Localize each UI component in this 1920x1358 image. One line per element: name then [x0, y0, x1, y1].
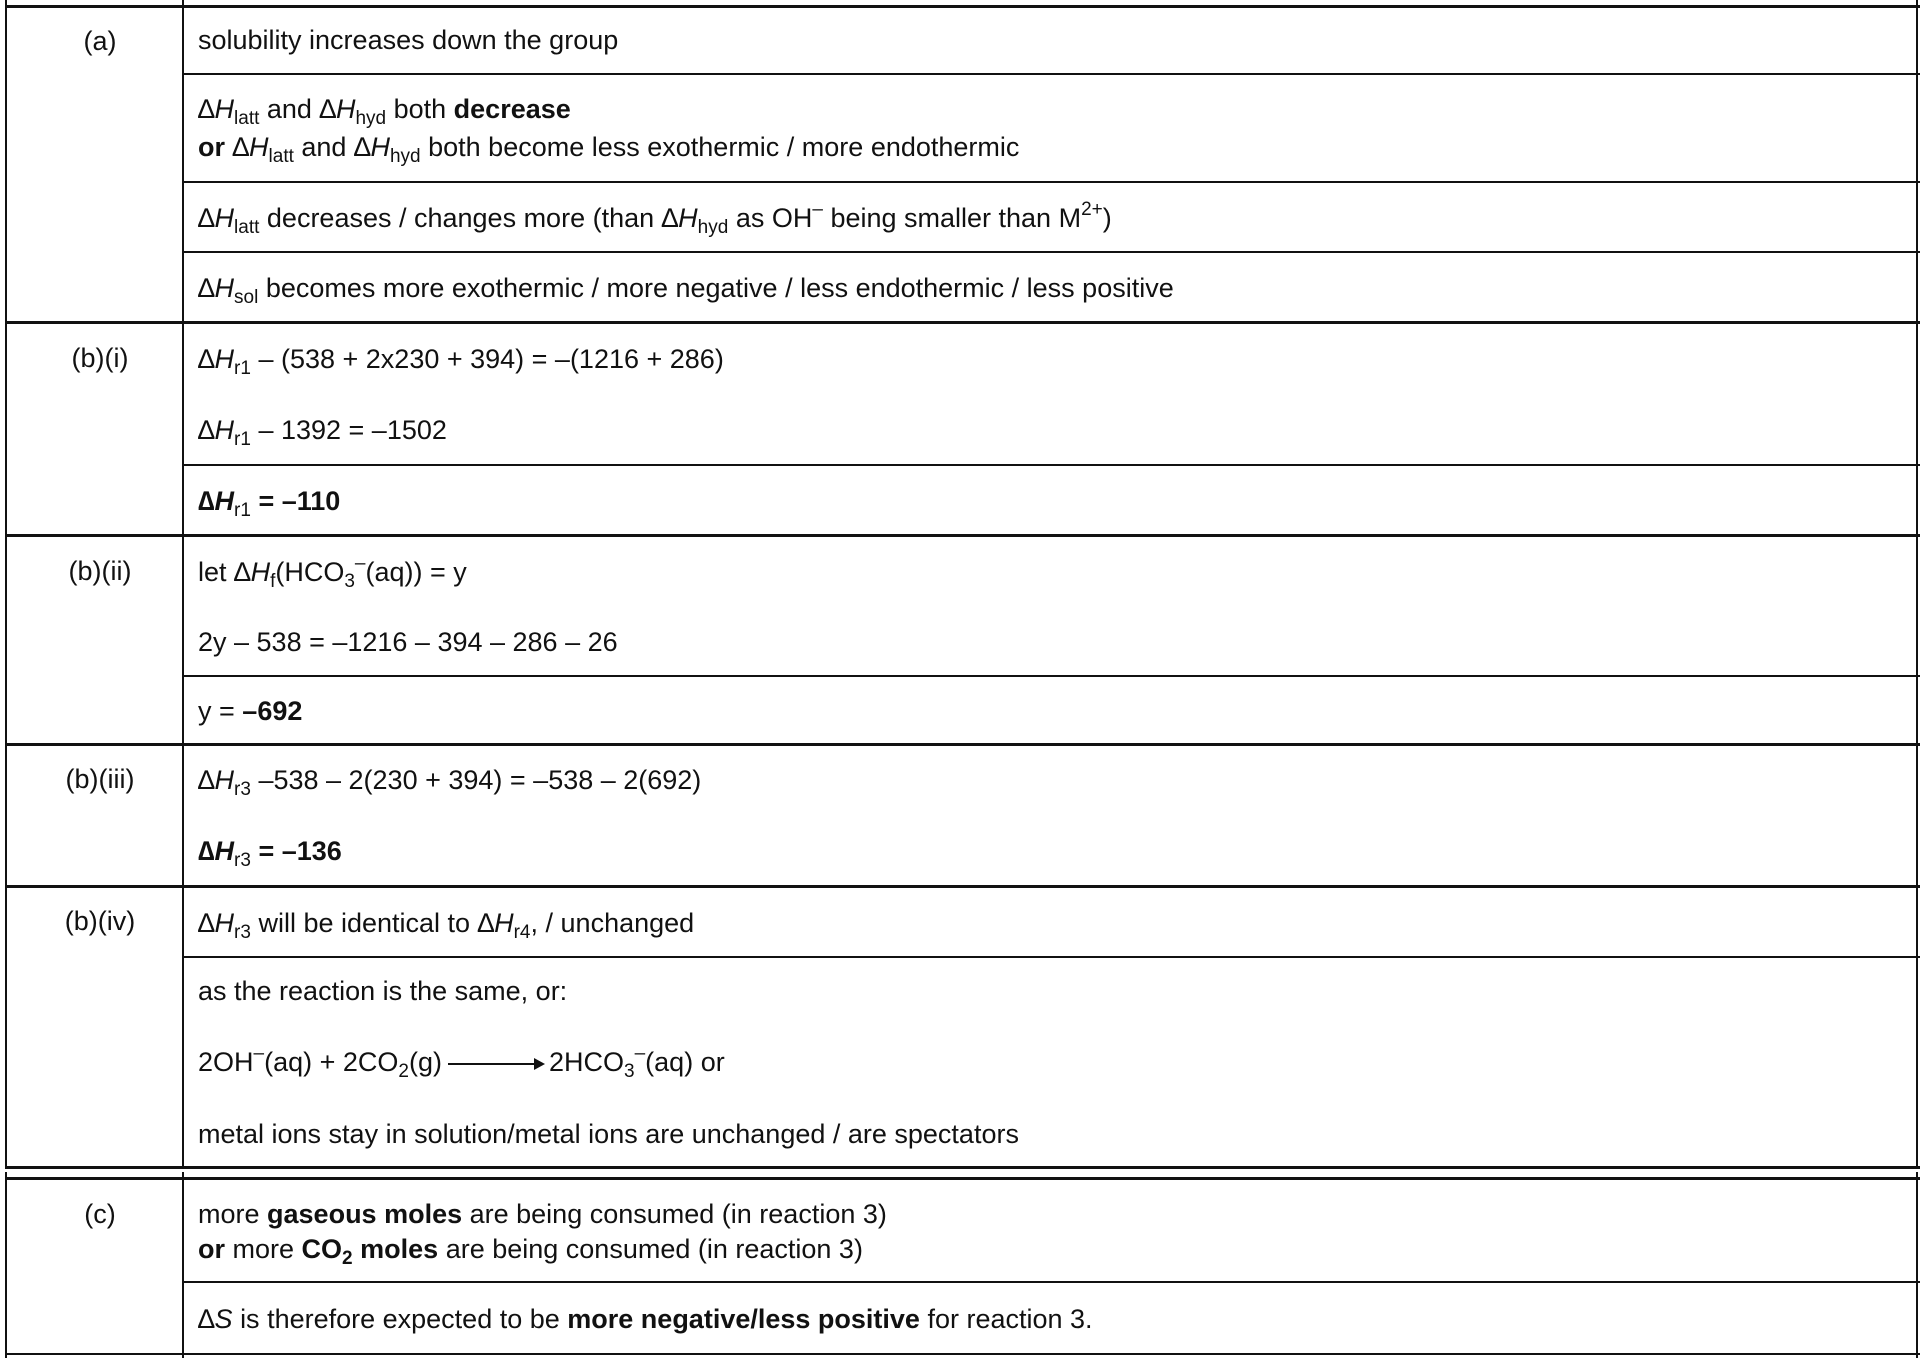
answer-line: solubility increases down the group	[198, 25, 619, 55]
row-divider	[5, 885, 1920, 888]
emphasis: gaseous moles	[267, 1199, 463, 1229]
reaction-arrow-icon	[448, 1063, 543, 1065]
part-label-b-i: (b)(i)	[71, 343, 129, 373]
row-divider	[5, 1353, 1920, 1355]
answer-line: $\Delta H_{r3}$ will be identical to $\Delta H_{r4}$, / unchanged	[198, 908, 695, 943]
row-divider	[5, 1177, 1920, 1180]
answer-line: metal ions stay in solution/metal ions are unchanged / are spectators	[198, 1119, 1019, 1149]
answer-text: let	[198, 557, 227, 587]
answer-line: ∆S is therefore expected to be more negative/less positive for reaction 3.	[198, 1304, 1093, 1334]
answer-line: $\Delta H_{r3}$ –538 – 2(230 + 394) = –538 – 2(692)	[198, 765, 702, 800]
answer-text: / unchanged	[545, 908, 695, 938]
row-divider	[5, 1166, 1920, 1169]
answer-text: being smaller than M	[830, 203, 1082, 233]
answer-text: y =	[198, 696, 235, 726]
answer-line: $\Delta H_{r1} - 1392 = -1502$	[198, 415, 447, 450]
emphasis: or	[198, 132, 225, 162]
row-divider	[5, 5, 1920, 8]
answer-line: or more $CO_2$ moles are being consumed (in reaction 3)	[198, 1234, 863, 1269]
answer-line: $\Delta H_{r1} = -110$	[198, 486, 341, 521]
answer-line: $\Delta H_{sol}$ becomes more exothermic / more negative / less endothermic / less positive	[198, 273, 1174, 308]
answer-text: decreases / changes more (than	[266, 203, 655, 233]
answer-text: are being consumed (in reaction 3)	[469, 1199, 887, 1229]
answer-text: are being consumed (in reaction 3)	[445, 1234, 863, 1264]
part-label-b-iv: (b)(iv)	[64, 906, 136, 936]
row-divider	[5, 321, 1920, 324]
row-divider	[182, 251, 1920, 253]
emphasis: moles	[360, 1234, 439, 1264]
answer-text: becomes more exothermic / more negative / less endothermic / less positive	[265, 273, 1174, 303]
answer-text: more	[198, 1199, 260, 1229]
answer-text: for reaction 3.	[927, 1304, 1093, 1334]
row-divider	[182, 1281, 1920, 1283]
answer-text: as OH	[735, 203, 813, 233]
part-label-a: (a)	[83, 26, 117, 56]
answer-text: both become less exothermic / more endothermic	[428, 132, 1020, 162]
answer-line: $\Delta H_{r3} = -136$	[198, 836, 342, 871]
answer-text: (aq)) = y	[365, 557, 467, 587]
answer-line: let $\Delta H_f(HCO_3^-(aq)) = y$	[198, 553, 467, 592]
final-answer: = –110	[258, 486, 341, 516]
answer-text: – (538 + 2x230 + 394) = –(1216 + 286)	[258, 344, 724, 374]
answer-line: $\Delta H_{latt}$ and $\Delta H_{hyd}$ both decrease	[198, 94, 571, 129]
final-answer: = –136	[258, 836, 342, 866]
answer-text: –538 – 2(230 + 394) = –538 – 2(692)	[258, 765, 702, 795]
answer-line: $\Delta H_{r1} - (538 + 2x230 + 394) = -(1216 + 286)$	[198, 344, 724, 379]
right-border	[1916, 1172, 1918, 1358]
right-border	[1916, 0, 1918, 1168]
answer-text: (aq) or	[645, 1047, 725, 1077]
answer-line: $\Delta H_{latt}$ decreases / changes more (than $\Delta H_{hyd}$ as OH– being smaller than $M^{2+}$)	[198, 199, 1112, 238]
row-divider	[182, 464, 1920, 466]
answer-text: will be identical to	[258, 908, 471, 938]
row-divider	[5, 743, 1920, 746]
equation-line: $2OH^-(aq) + 2CO_2(g)$ $2HCO_3^-(aq)$ or	[198, 1043, 725, 1082]
row-divider	[182, 675, 1920, 677]
emphasis: or	[198, 1234, 225, 1264]
row-divider	[182, 956, 1920, 958]
part-label-b-iii: (b)(iii)	[65, 764, 135, 794]
answer-text: more	[232, 1234, 295, 1264]
row-divider	[182, 73, 1920, 75]
answer-line: or $\Delta H_{latt}$ and $\Delta H_{hyd}$ both become less exothermic / more endothermic	[198, 132, 1020, 167]
emphasis: more negative/less positive	[567, 1304, 920, 1334]
part-label-c: (c)	[84, 1199, 116, 1229]
final-answer: –692	[242, 696, 303, 726]
answer-line	[198, 694, 302, 729]
answer-line: 2y – 538 = –1216 – 394 – 286 – 26	[198, 627, 618, 657]
row-divider	[5, 534, 1920, 537]
answer-text: is therefore expected to be	[240, 1304, 560, 1334]
answer-line: as the reaction is the same, or:	[198, 976, 568, 1006]
emphasis: decrease	[453, 94, 571, 124]
part-label-b-ii: (b)(ii)	[68, 556, 132, 586]
row-divider	[182, 181, 1920, 183]
answer-line	[198, 1197, 887, 1232]
answer-text: – 1392 = –1502	[258, 415, 447, 445]
